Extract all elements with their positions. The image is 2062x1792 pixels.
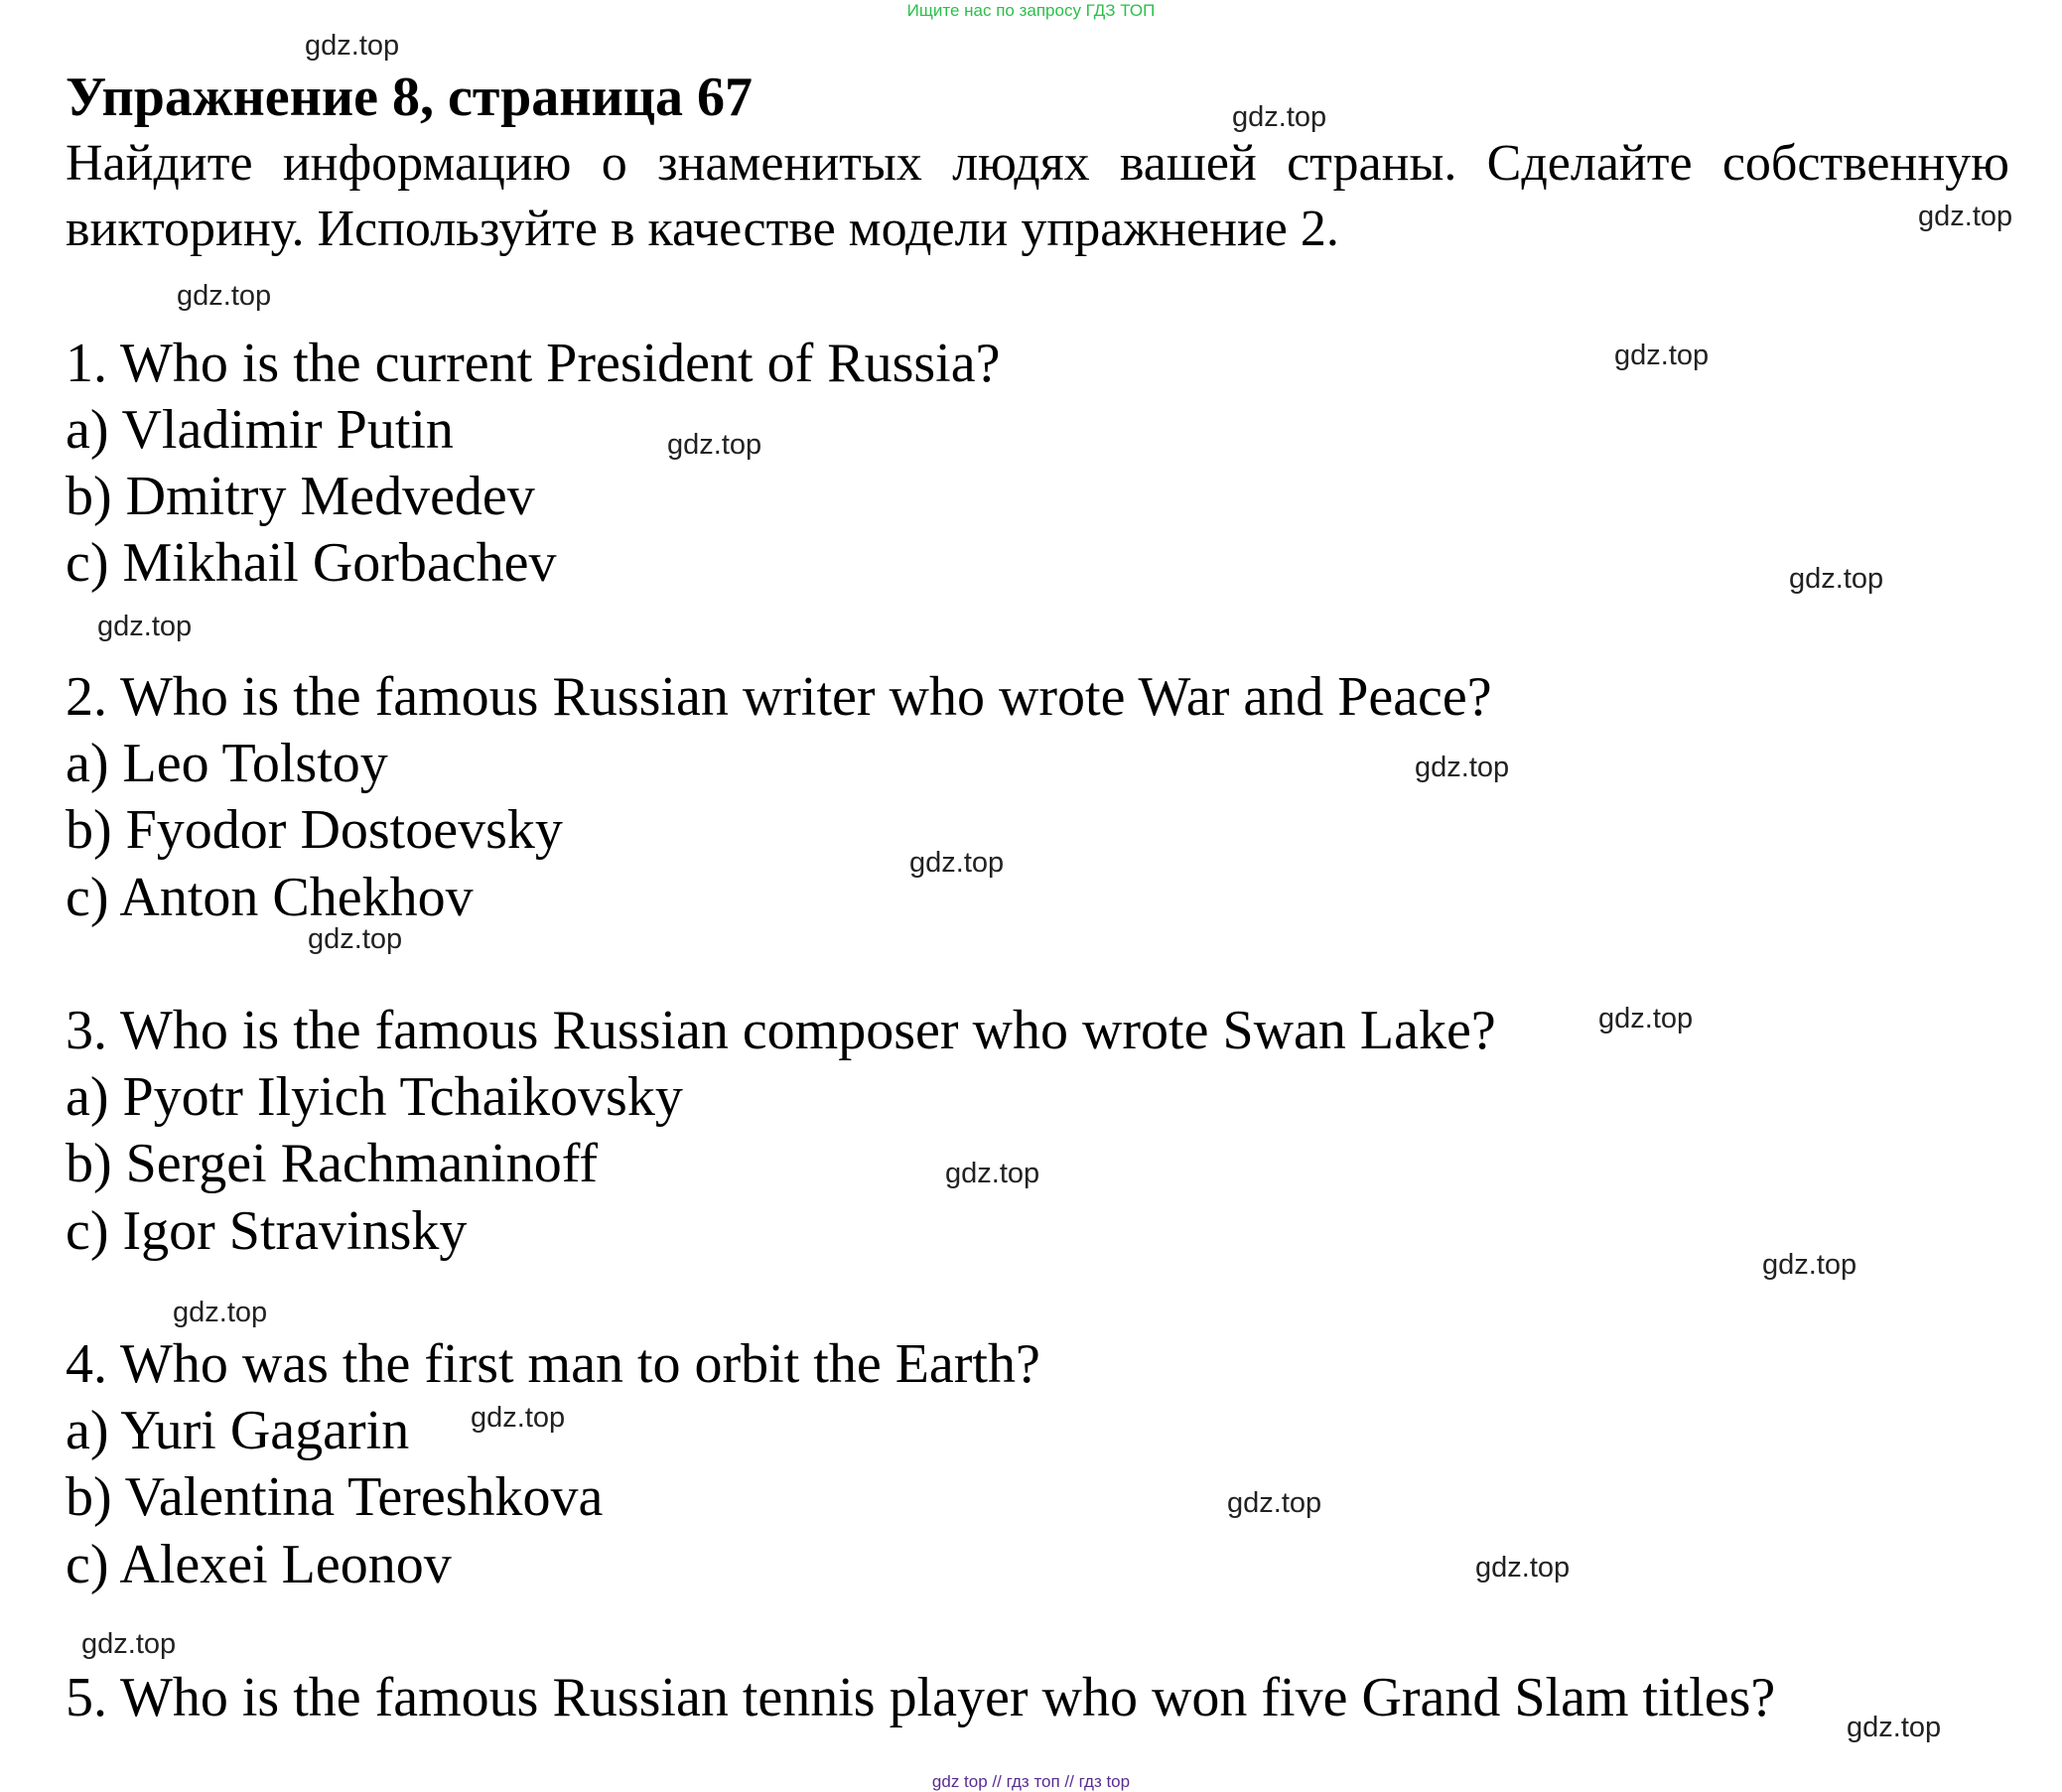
watermark: gdz.top [471, 1402, 566, 1434]
watermark: gdz.top [945, 1158, 1040, 1189]
watermark: gdz.top [177, 280, 272, 312]
watermark: gdz.top [308, 923, 403, 955]
footer-watermark: gdz top // гдз топ // гдз top [931, 1772, 1131, 1791]
question-2-option-c: c) Anton Chekhov [66, 867, 474, 928]
watermark: gdz.top [1918, 201, 2013, 232]
question-1-option-a: a) Vladimir Putin [66, 399, 454, 461]
question-4-option-c: c) Alexei Leonov [66, 1534, 452, 1595]
question-2: 2. Who is the famous Russian writer who wrote War and Peace? [66, 666, 1492, 728]
question-1: 1. Who is the current President of Russia? [66, 333, 1001, 394]
top-banner: Ищите нас по запросу ГДЗ ТОП [906, 1, 1156, 20]
exercise-instructions: Найдите информацию о знаменитых людях вашей страны. Сделайте собственную викторину. Используйте в качестве модели упражнение 2. [66, 135, 2009, 257]
exercise-title: Упражнение 8, страница 67 [66, 67, 754, 128]
question-3-option-c: c) Igor Stravinsky [66, 1200, 468, 1262]
watermark: gdz.top [1847, 1712, 1942, 1743]
watermark: gdz.top [1614, 340, 1710, 371]
watermark: gdz.top [97, 611, 193, 642]
watermark: gdz.top [1762, 1249, 1857, 1281]
watermark: gdz.top [1475, 1552, 1571, 1584]
watermark: gdz.top [173, 1297, 268, 1328]
watermark: gdz.top [81, 1628, 177, 1660]
watermark: gdz.top [909, 847, 1005, 879]
question-4-option-a: a) Yuri Gagarin [66, 1400, 410, 1461]
question-1-option-b: b) Dmitry Medvedev [66, 466, 535, 527]
question-5: 5. Who is the famous Russian tennis player who won five Grand Slam titles? [66, 1667, 1776, 1728]
watermark: gdz.top [1227, 1487, 1322, 1519]
watermark: gdz.top [1789, 563, 1884, 595]
question-2-option-b: b) Fyodor Dostoevsky [66, 799, 563, 861]
question-3-option-b: b) Sergei Rachmaninoff [66, 1133, 599, 1194]
watermark: gdz.top [667, 429, 762, 461]
question-1-option-c: c) Mikhail Gorbachev [66, 532, 557, 594]
question-3-option-a: a) Pyotr Ilyich Tchaikovsky [66, 1066, 683, 1128]
watermark: gdz.top [1598, 1003, 1694, 1034]
question-4: 4. Who was the first man to orbit the Earth? [66, 1333, 1040, 1395]
watermark: gdz.top [305, 30, 400, 62]
watermark: gdz.top [1415, 752, 1510, 783]
watermark: gdz.top [1232, 101, 1327, 133]
question-2-option-a: a) Leo Tolstoy [66, 733, 388, 794]
question-3: 3. Who is the famous Russian composer who wrote Swan Lake? [66, 1000, 1496, 1061]
question-4-option-b: b) Valentina Tereshkova [66, 1466, 604, 1528]
